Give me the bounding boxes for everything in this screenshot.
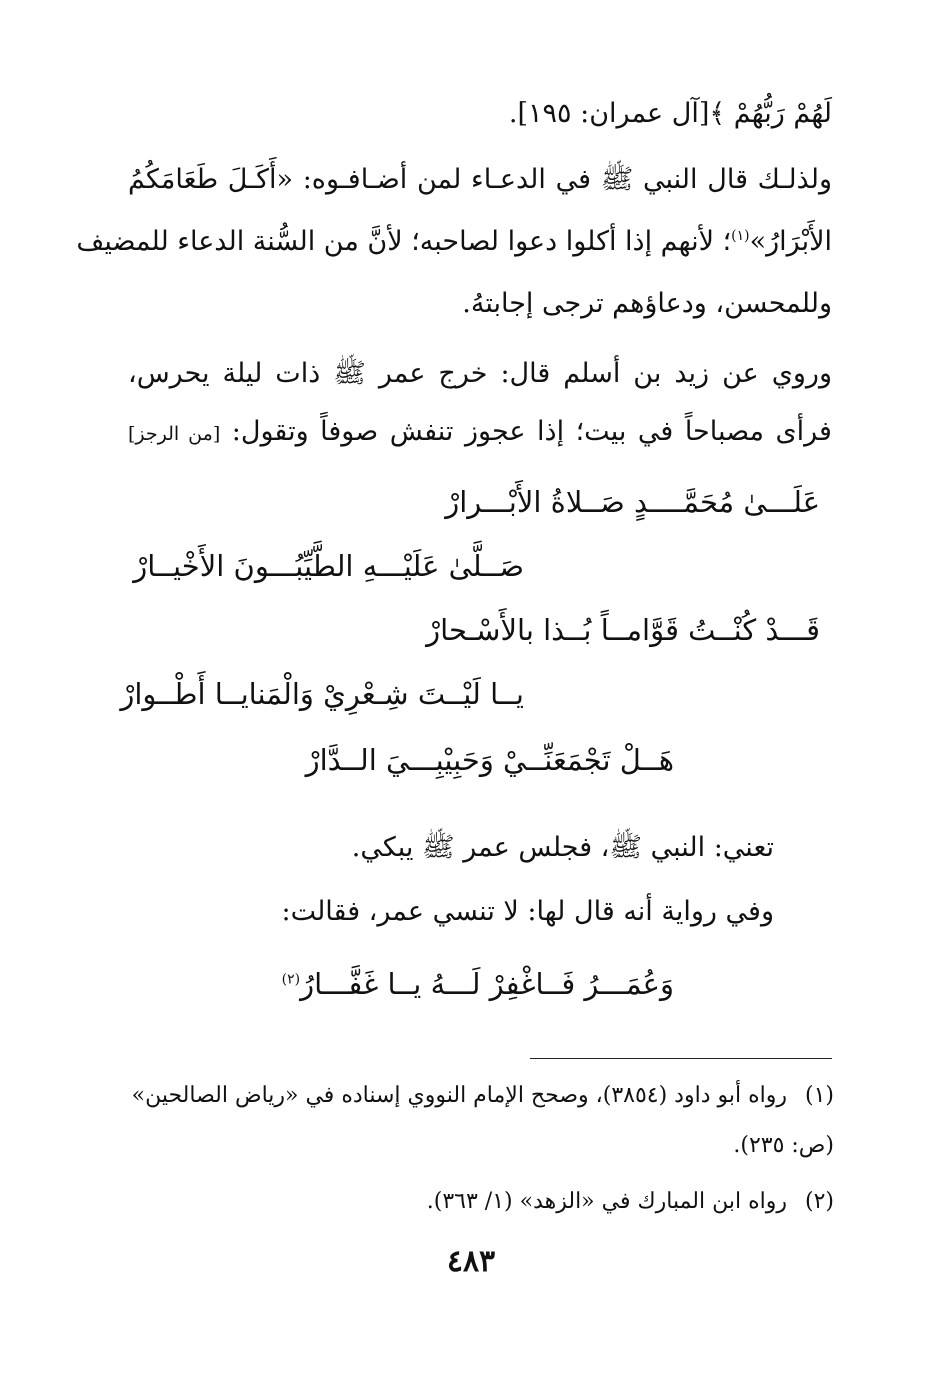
paragraph-text: تعني: النبي ﷺ، فجلس عمر ﷺ يبكي.: [351, 832, 774, 863]
footnote-text-2: رواه ابن المبارك في «الزهد» (١/ ٣٦٣).: [426, 1189, 787, 1214]
text-line-5: [128, 354, 832, 394]
poem-verse-5: هَــلْ تَجْمَعَنِّــيْ وَحَبِيْبِـــيَ الــدَّارْ: [305, 743, 674, 777]
poem-verse-4: يــا لَيْــتَ شِـعْرِيْ وَالْمَنايــا أَطْــوارْ: [120, 677, 524, 711]
footnote-ref-1: (١): [731, 228, 750, 244]
text-line-2: [128, 160, 832, 200]
text-line-3: [76, 222, 832, 262]
paragraph-text: وروي عن زيد بن أسلم قال: خرج عمر ﷺ ذات ليلة يحرس،: [128, 358, 832, 389]
paragraph-text: ولذلـك قال النبي ﷺ في الدعـاء لمن أضـافـوه: «أَكَـلَ طَعَامَكُمُ: [128, 164, 832, 195]
footnote-1: [132, 1080, 834, 1112]
footnote-number-1: (١): [804, 1083, 834, 1108]
quran-verse-end: لَهُمْ رَبُّهُمْ ﴾[آل عمران: ١٩٥].: [508, 98, 832, 129]
footnote-ref-2: (٢): [281, 971, 301, 988]
paragraph-text: وللمحسن، ودعاؤهم ترجى إجابتهُ.: [462, 288, 832, 319]
hadith-quote: [731, 226, 832, 257]
footnote-separator: [530, 1058, 832, 1059]
text-line-7: [352, 828, 774, 868]
text-line-4: [462, 284, 832, 324]
text-line-1: [509, 94, 832, 134]
poem-verse-6: [282, 962, 674, 1006]
paragraph-text: ؛ لأنهم إذا أكلوا دعوا لصاحبه؛ لأنَّ من السُّنة الدعاء للمضيف: [76, 226, 732, 257]
poem-verse-2: صَــلَّىٰ عَلَيْـــهِ الطَّيِّبُـــونَ الأَخْيــارْ: [133, 549, 524, 583]
hadith-text: الأَبْرَارُ»: [749, 226, 832, 257]
footnote-text-1: رواه أبو داود (٣٨٥٤)، وصحح الإمام النووي إسناده في «رياض الصالحين»: [131, 1083, 787, 1108]
text-line-8: [281, 892, 774, 932]
text-line-6: [128, 412, 832, 454]
footnote-2: [427, 1186, 834, 1218]
poem-verse-3: قَـــدْ كُنْــتُ قَوَّامــاً بُــذا بالأَسْـحارْ: [426, 613, 820, 647]
page-number: ٤٨٣: [446, 1244, 496, 1279]
verse-text: وَعُمَـــرُ فَــاغْفِرْ لَـــهُ يــا غَفَّـــارُ: [300, 967, 674, 1001]
paragraph-text: فرأى مصباحاً في بيت؛ إذا عجوز تنفش صوفاً وتقول:: [231, 416, 832, 447]
footnote-number-2: (٢): [804, 1189, 834, 1214]
footnote-text-1b: (ص: ٢٣٥).: [733, 1133, 834, 1158]
poem-verse-1: عَلَـــىٰ مُحَمَّــــدٍ صَــلاةُ الأَبْـــرارْ: [445, 485, 820, 519]
meter-tag: [من الرجز]: [128, 423, 221, 445]
footnote-1-cont: [733, 1130, 834, 1162]
paragraph-text: وفي رواية أنه قال لها: لا تنسي عمر، فقالت:: [281, 896, 774, 927]
